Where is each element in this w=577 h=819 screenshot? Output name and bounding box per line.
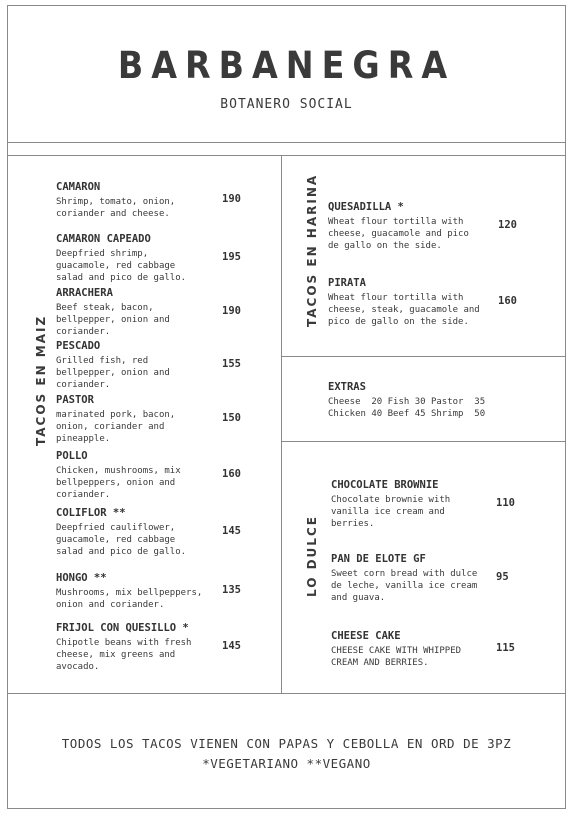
- description-line: bellpepper, onion and: [56, 368, 170, 378]
- menu-item-name: CHEESE CAKE: [331, 630, 401, 642]
- description-line: Chocolate brownie with: [331, 495, 451, 505]
- description-line: Wheat flour tortilla with: [328, 293, 464, 303]
- description-line: guacamole, red cabbage: [56, 535, 176, 545]
- description-line: coriander.: [56, 327, 111, 337]
- menu-item: [56, 450, 181, 501]
- section-label-tacos-maiz: TACOS EN MAIZ: [34, 314, 48, 446]
- extras-line: Chicken 40 Beef 45 Shrimp 50: [328, 409, 486, 419]
- menu-item: [328, 201, 469, 252]
- divider-footer: [7, 693, 566, 694]
- menu-item-name: CHOCOLATE BROWNIE: [331, 479, 439, 491]
- extras-line: Cheese 20 Fish 30 Pastor 35: [328, 397, 486, 407]
- description-line: Mushrooms, mix bellpeppers,: [56, 588, 203, 598]
- description-line: bellpepper, onion and: [56, 315, 170, 325]
- menu-item-name: PIRATA: [328, 277, 366, 289]
- description-line: coriander and cheese.: [56, 209, 170, 219]
- divider-header-2: [7, 155, 566, 156]
- description-line: salad and pico de gallo.: [56, 547, 187, 557]
- brand-title: BARBANEGRA: [117, 44, 456, 87]
- menu-item: [56, 507, 186, 558]
- menu-item-name: QUESADILLA *: [328, 201, 404, 213]
- extras-title: EXTRAS: [328, 381, 366, 393]
- menu-item-description: [331, 645, 461, 669]
- description-line: Wheat flour tortilla with: [328, 217, 464, 227]
- menu-item: [56, 622, 191, 673]
- menu-item-name: ARRACHERA: [56, 287, 113, 299]
- description-line: Shrimp, tomato, onion,: [56, 197, 176, 207]
- description-line: de gallo on the side.: [328, 241, 442, 251]
- menu-item-price: 190: [222, 305, 241, 317]
- menu-item-name: POLLO: [56, 450, 88, 462]
- divider-harina-extras: [281, 356, 566, 357]
- menu-item: [56, 181, 175, 220]
- menu-item-price: 135: [222, 584, 241, 596]
- divider-header: [7, 142, 566, 143]
- description-line: Grilled fish, red: [56, 356, 149, 366]
- menu-item: [331, 630, 461, 669]
- menu-item: [56, 340, 170, 391]
- menu-item: [56, 287, 170, 338]
- description-line: marinated pork, bacon,: [56, 410, 176, 420]
- description-line: Chicken, mushrooms, mix: [56, 466, 181, 476]
- description-line: bellpeppers, onion and: [56, 478, 176, 488]
- menu-item-name: CAMARON: [56, 181, 101, 193]
- description-line: and guava.: [331, 593, 386, 603]
- divider-extras-dulce: [281, 441, 566, 442]
- menu-item-name: PESCADO: [56, 340, 101, 352]
- description-line: Beef steak, bacon,: [56, 303, 154, 313]
- footer-legend: *VEGETARIANO **VEGANO: [202, 756, 371, 771]
- menu-item-description: [56, 248, 186, 284]
- menu-item-price: 195: [222, 251, 241, 263]
- menu-item: [56, 394, 175, 445]
- footer-note: TODOS LOS TACOS VIENEN CON PAPAS Y CEBOLLA EN ORD DE 3PZ: [61, 736, 512, 751]
- menu-item-price: 145: [222, 525, 241, 537]
- menu-item-description: [56, 355, 170, 391]
- brand-tagline: BOTANERO SOCIAL: [220, 97, 353, 112]
- description-line: de leche, vanilla ice cream: [331, 581, 478, 591]
- menu-item-price: 115: [496, 642, 515, 654]
- description-line: guacamole, red cabbage: [56, 261, 176, 271]
- menu-item-description: [56, 522, 186, 558]
- menu-item-price: 120: [498, 219, 517, 231]
- description-line: pineapple.: [56, 434, 111, 444]
- menu-item: [331, 479, 450, 530]
- menu-item: [56, 572, 202, 611]
- description-line: onion, coriander and: [56, 422, 165, 432]
- menu-item-name: FRIJOL CON QUESILLO *: [56, 622, 189, 634]
- menu-item-name: HONGO **: [56, 572, 107, 584]
- menu-item-description: [331, 568, 477, 604]
- menu-item-description: [331, 494, 450, 530]
- menu-item-description: [56, 587, 202, 611]
- menu-item-price: 190: [222, 193, 241, 205]
- description-line: cheese, guacamole and pico: [328, 229, 469, 239]
- divider-columns: [281, 155, 282, 693]
- description-line: CREAM AND BERRIES.: [331, 658, 429, 668]
- menu-item-description: [56, 196, 175, 220]
- description-line: coriander.: [56, 490, 111, 500]
- description-line: avocado.: [56, 662, 100, 672]
- menu-item-price: 145: [222, 640, 241, 652]
- menu-item-price: 110: [496, 497, 515, 509]
- description-line: Sweet corn bread with dulce: [331, 569, 478, 579]
- menu-item-description: [328, 216, 469, 252]
- description-line: salad and pico de gallo.: [56, 273, 187, 283]
- menu-item: [56, 233, 186, 284]
- menu-item-price: 155: [222, 358, 241, 370]
- description-line: cheese, mix greens and: [56, 650, 176, 660]
- menu-item-name: CAMARON CAPEADO: [56, 233, 151, 245]
- menu-item-description: [56, 637, 191, 673]
- menu-item-price: 95: [496, 571, 509, 583]
- description-line: cheese, steak, guacamole and: [328, 305, 480, 315]
- menu-item-description: [56, 302, 170, 338]
- menu-item-price: 160: [222, 468, 241, 480]
- description-line: Deepfried shrimp,: [56, 249, 149, 259]
- menu-item-description: [56, 465, 181, 501]
- description-line: Chipotle beans with fresh: [56, 638, 192, 648]
- description-line: coriander.: [56, 380, 111, 390]
- menu-item-name: COLIFLOR **: [56, 507, 126, 519]
- description-line: vanilla ice cream and: [331, 507, 445, 517]
- description-line: Deepfried cauliflower,: [56, 523, 176, 533]
- description-line: berries.: [331, 519, 375, 529]
- menu-item-name: PASTOR: [56, 394, 94, 406]
- menu-item: [328, 277, 480, 328]
- menu-item-price: 150: [222, 412, 241, 424]
- menu-item-description: [56, 409, 175, 445]
- description-line: CHEESE CAKE WITH WHIPPED: [331, 646, 462, 656]
- menu-item-price: 160: [498, 295, 517, 307]
- section-label-lo-dulce: LO DULCE: [305, 515, 319, 597]
- description-line: onion and coriander.: [56, 600, 165, 610]
- description-line: pico de gallo on the side.: [328, 317, 469, 327]
- menu-item: [331, 553, 477, 604]
- section-label-tacos-harina: TACOS EN HARINA: [305, 173, 319, 327]
- menu-item-name: PAN DE ELOTE GF: [331, 553, 426, 565]
- menu-item-description: [328, 292, 480, 328]
